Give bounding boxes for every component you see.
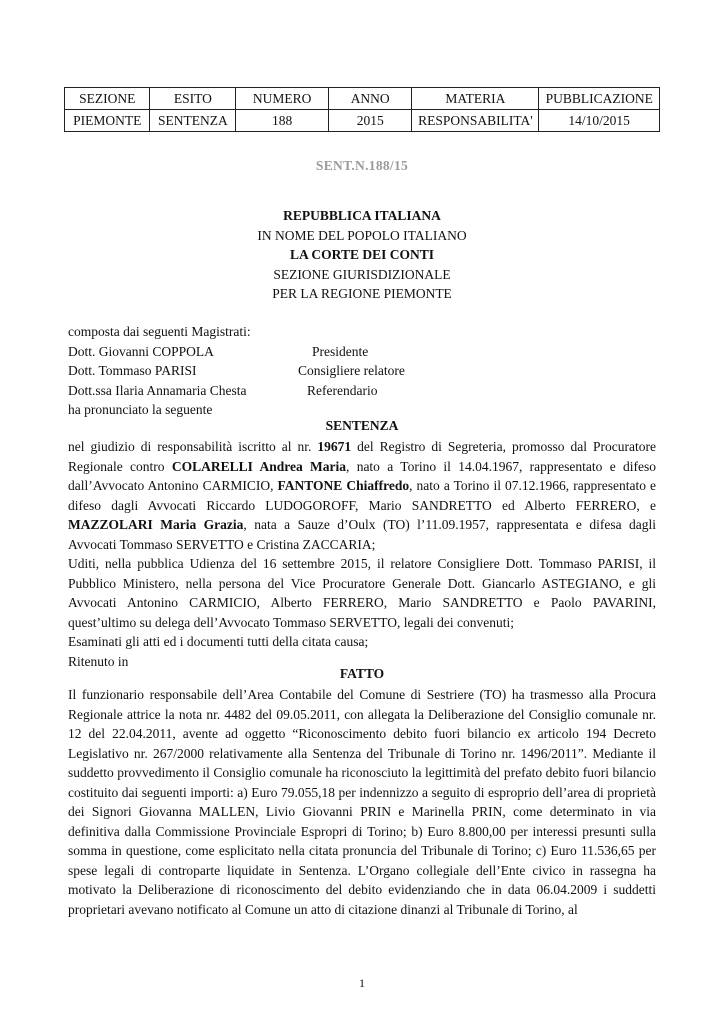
text-run: nel giudizio di responsabilità iscritto al nr. [68,439,318,454]
value-cell: 14/10/2015 [539,110,660,132]
metadata-header-row [65,88,660,110]
header-cell: NUMERO [236,88,329,110]
header-cell: SEZIONE [65,88,150,110]
header-cell: ANNO [328,88,412,110]
sentence-number: SENT.N.188/15 [315,158,409,173]
value-cell: PIEMONTE [65,110,150,132]
text-run: del Registro di Segreteria, promosso dal Procuratore Regionale contro [68,439,656,474]
magistrate-row [68,361,668,381]
giudizio-paragraph [68,437,656,554]
header-people: IN NOME DEL POPOLO ITALIANO [257,227,467,243]
magistrate-role: Consigliere relatore [298,363,405,378]
text-run: , nato a Torino il 07.12.1966, rappresentato e difeso dagli Avvocati Riccardo LUDOGOROFF, Mario SANDRETTO ed Alberto FERRERO, e [68,478,656,513]
magistrate-name: Dott.ssa Ilaria Annamaria Chesta [68,382,247,398]
header-court: LA CORTE DEI CONTI [290,247,434,262]
value-cell: SENTENZA [150,110,236,132]
bold-run: COLARELLI Andrea Maria [171,458,346,474]
magistrate-role: Presidente [312,343,369,359]
text-run: , nata a Sauze d’Oulx (TO) l’11.09.1957, rappresentata e difesa dagli Avvocati Tommaso SERVETTO e Cristina ZACCARIA; [68,517,657,552]
document-header [0,206,724,304]
ritenuto-paragraph: Ritenuto in [68,653,129,669]
header-cell: ESITO [150,88,236,110]
magistrates-outro: ha pronunciato la seguente [68,402,213,417]
magistrate-role: Referendario [307,382,378,398]
value-cell: RESPONSABILITA' [412,110,539,132]
metadata-table [64,87,660,132]
bold-run: MAZZOLARI Maria Grazia [68,517,244,532]
value-cell: 2015 [328,110,412,132]
magistrates-block [68,322,668,420]
header-cell: PUBBLICAZIONE [539,88,660,110]
text-run: , nato a Torino il 14.04.1967, rappresentato e difeso dall’Avvocato Antonino CARMICIO, [68,458,656,493]
sentence-body [68,437,656,671]
page-number: 1 [359,976,365,990]
header-republic: REPUBBLICA ITALIANA [283,208,441,223]
header-section: SEZIONE GIURISDIZIONALE [273,266,451,282]
header-cell: MATERIA [412,88,539,110]
header-region: PER LA REGIONE PIEMONTE [272,286,452,301]
fatto-body [68,685,656,919]
bold-run: FANTONE Chiaffredo [277,478,410,493]
magistrate-row [68,342,668,362]
magistrates-intro: composta dai seguenti Magistrati: [68,324,251,339]
magistrate-row [68,381,668,401]
bold-run: 19671 [317,439,352,454]
fatto-paragraph: Il funzionario responsabile dell’Area Contabile del Comune di Sestriere (TO) ha trasmesso alla Procura Regionale attrice la nota nr. 4482 del 09.05.2011, con allegata la Deliberazione del Consiglio comunale nr. 12 del 22.04.2011, avente ad oggetto “Riconoscimento debito fuori bilancio ex articolo 194 Decreto Legislativo nr. 267/2000 relativamente alla Sentenza del Tribunale di Torino nr. 1496/2011”. Mediante il suddetto provvedimento il Consiglio comunale ha riconosciuto la legittimità del prefato debito fuori bilancio costituito dai seguenti importi: a) Euro 79.055,18 per indennizzo a seguito di esproprio dell’area di proprietà dei Signori Giovanna MALLEN, Livio Giovanni PRIN e Marinella PRIN, come determinato in via definitiva dalla Commissione Provinciale Espropri di Torino; b) Euro 8.800,00 per interessi presunti sulla somma in questione, come esplicitato nella citata pronuncia del Tribunale di Torino; c) Euro 11.536,65 per spese legali di controparte liquidate in Sentenza. L’Organo collegiale dell’Ente civico in rassegna ha motivato la Deliberazione di riconoscimento del debito evidenziando che in data 06.04.2009 i suddetti proprietari avevano notificato al Comune un atto di citazione dinanzi al Tribunale di Torino, al [68,687,656,917]
magistrate-name: Dott. Tommaso PARISI [68,363,197,378]
sentenza-heading: SENTENZA [325,418,399,433]
esaminati-paragraph: Esaminati gli atti ed i documenti tutti della citata causa; [68,634,369,649]
value-cell: 188 [236,110,329,132]
metadata-value-row [65,110,660,132]
fatto-heading: FATTO [339,666,385,681]
magistrate-name: Dott. Giovanni COPPOLA [68,343,214,359]
uditi-paragraph: Uditi, nella pubblica Udienza del 16 settembre 2015, il relatore Consigliere Dott. Tommaso PARISI, il Pubblico Ministero, nella persona del Vice Procuratore Generale Dott. Giancarlo ASTEGIANO, e gli Avvocati Antonino CARMICIO, Alberto FERRERO, Mario SANDRETTO e Paolo PAVARINI, quest’ultimo su delega dell’Avvocato Tommaso SERVETTO, legali dei convenuti; [68,556,656,630]
